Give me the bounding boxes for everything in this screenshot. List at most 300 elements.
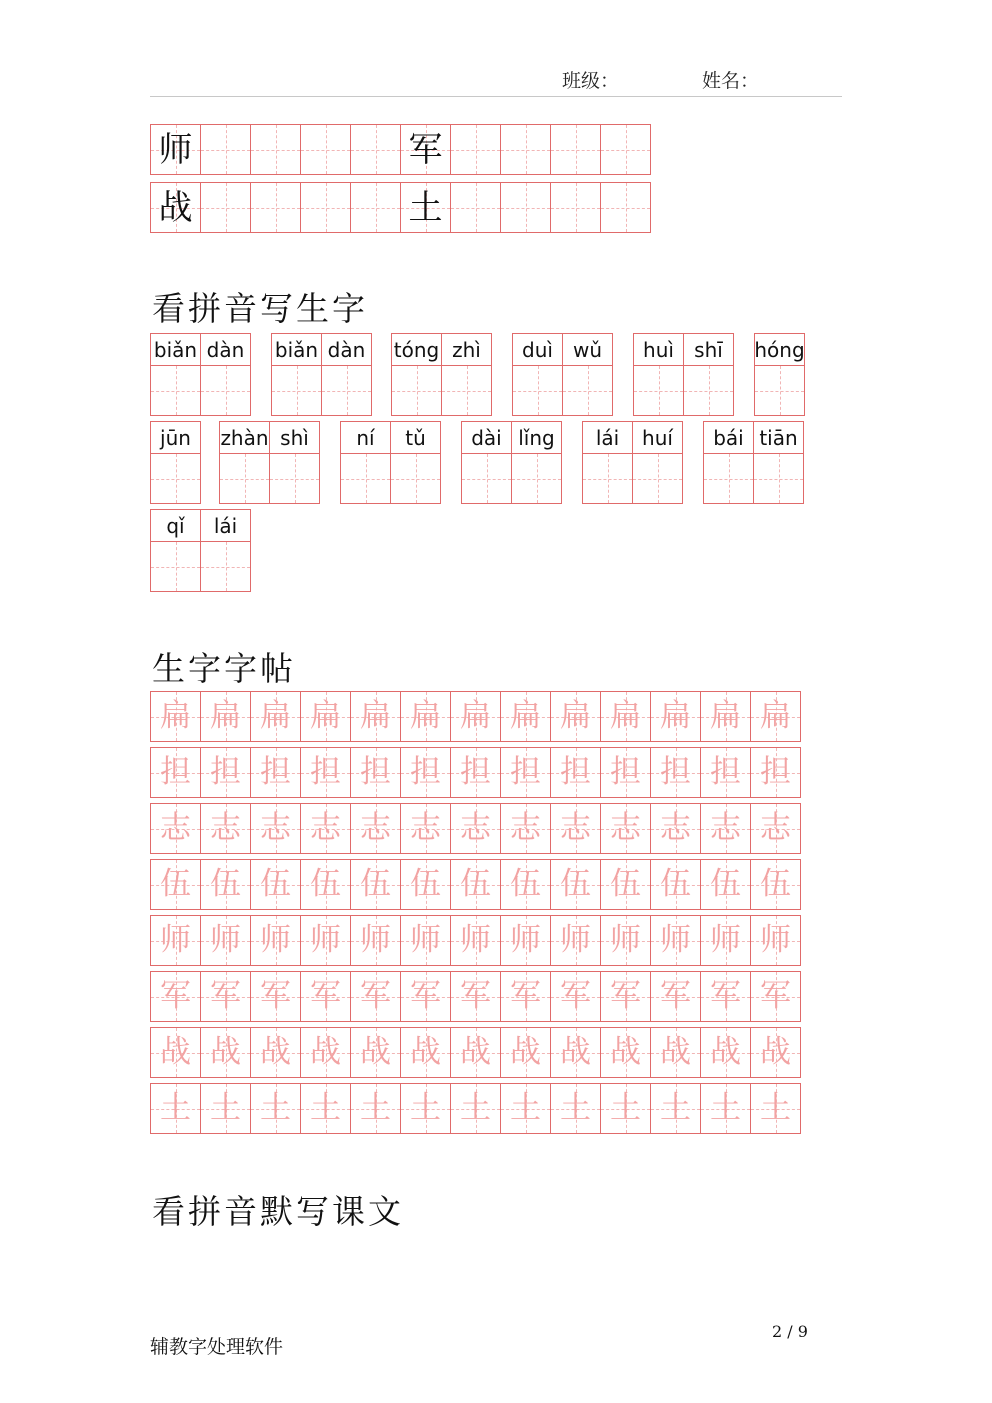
pinyin-label: dài	[461, 421, 512, 453]
trace-character: 志	[560, 810, 591, 846]
pinyin-group	[271, 333, 371, 416]
writing-cell[interactable]	[391, 365, 442, 416]
trace-character: 担	[310, 754, 341, 790]
trace-character: 伍	[410, 866, 441, 902]
trace-character: 军	[260, 978, 291, 1014]
writing-cell[interactable]	[512, 365, 563, 416]
trace-character: 志	[310, 810, 341, 846]
pinyin-group	[150, 333, 250, 416]
writing-cell[interactable]	[700, 1083, 751, 1134]
trace-character: 土	[410, 1090, 441, 1126]
practice-row	[150, 182, 650, 233]
writing-cell[interactable]	[390, 453, 441, 504]
trace-character: 军	[560, 978, 591, 1014]
pinyin-label: tǔ	[390, 421, 441, 453]
writing-cell[interactable]	[550, 182, 601, 233]
trace-character: 战	[310, 1034, 341, 1070]
pinyin-label: shī	[683, 333, 734, 365]
trace-character: 师	[710, 922, 741, 958]
pinyin-label: qǐ	[150, 509, 201, 541]
writing-cell[interactable]	[650, 1083, 701, 1134]
writing-cell[interactable]	[150, 541, 201, 592]
writing-cell[interactable]	[400, 182, 451, 233]
writing-cell[interactable]	[600, 182, 651, 233]
trace-character: 战	[160, 1034, 191, 1070]
pinyin-label: dàn	[321, 333, 372, 365]
writing-cell[interactable]	[550, 971, 601, 1022]
writing-cell[interactable]	[250, 1027, 301, 1078]
writing-cell[interactable]	[300, 971, 351, 1022]
writing-cell[interactable]	[450, 915, 501, 966]
trace-character: 扁	[560, 698, 591, 734]
pinyin-column	[340, 421, 391, 504]
trace-character: 志	[210, 810, 241, 846]
trace-character: 军	[660, 978, 691, 1014]
trace-character: 担	[610, 754, 641, 790]
trace-character: 担	[360, 754, 391, 790]
writing-cell[interactable]	[550, 124, 601, 175]
trace-character: 师	[610, 922, 641, 958]
trace-character: 军	[160, 978, 191, 1014]
writing-cell[interactable]	[271, 365, 322, 416]
writing-cell[interactable]	[450, 124, 501, 175]
pinyin-group	[219, 421, 319, 504]
writing-cell[interactable]	[511, 453, 562, 504]
pinyin-label: dàn	[200, 333, 251, 365]
pinyin-column	[512, 333, 563, 416]
pinyin-column	[441, 333, 492, 416]
pinyin-label: zhàn	[219, 421, 270, 453]
practice-row	[150, 124, 650, 175]
pinyin-group	[150, 509, 250, 592]
trace-character: 担	[510, 754, 541, 790]
writing-cell[interactable]	[200, 365, 251, 416]
writing-cell[interactable]	[200, 182, 251, 233]
writing-cell[interactable]	[600, 971, 651, 1022]
writing-cell[interactable]	[600, 859, 651, 910]
writing-cell[interactable]	[600, 124, 651, 175]
trace-character: 师	[160, 922, 191, 958]
trace-character: 伍	[310, 866, 341, 902]
writing-cell[interactable]	[562, 365, 613, 416]
writing-cell[interactable]	[250, 803, 301, 854]
writing-cell[interactable]	[703, 453, 754, 504]
writing-cell[interactable]	[683, 365, 734, 416]
trace-character: 扁	[460, 698, 491, 734]
trace-character: 土	[160, 1090, 191, 1126]
writing-cell[interactable]	[700, 691, 751, 742]
pinyin-label: hóng	[754, 333, 805, 365]
pinyin-column	[632, 421, 683, 504]
writing-cell[interactable]	[700, 803, 751, 854]
model-character: 战	[158, 187, 193, 228]
trace-character: 扁	[410, 698, 441, 734]
writing-cell[interactable]	[200, 1027, 251, 1078]
trace-character: 土	[510, 1090, 541, 1126]
writing-cell[interactable]	[461, 453, 512, 504]
writing-cell[interactable]	[350, 859, 401, 910]
trace-character: 战	[210, 1034, 241, 1070]
writing-cell[interactable]	[300, 124, 351, 175]
trace-character: 伍	[460, 866, 491, 902]
writing-cell[interactable]	[200, 971, 251, 1022]
trace-character: 战	[410, 1034, 441, 1070]
writing-cell[interactable]	[200, 691, 251, 742]
writing-cell[interactable]	[450, 747, 501, 798]
pinyin-label: huì	[633, 333, 684, 365]
pinyin-section-title: 看拼音写生字	[152, 289, 368, 328]
model-character: 土	[408, 187, 443, 228]
writing-cell[interactable]	[150, 747, 201, 798]
writing-cell[interactable]	[550, 1027, 601, 1078]
writing-cell[interactable]	[600, 1083, 651, 1134]
pinyin-group	[703, 421, 803, 504]
writing-cell[interactable]	[200, 541, 251, 592]
trace-character: 伍	[510, 866, 541, 902]
writing-cell[interactable]	[150, 1027, 201, 1078]
writing-cell[interactable]	[500, 124, 551, 175]
trace-character: 土	[310, 1090, 341, 1126]
writing-cell[interactable]	[150, 182, 201, 233]
writing-cell[interactable]	[250, 124, 301, 175]
pinyin-label: tiān	[753, 421, 804, 453]
writing-cell[interactable]	[700, 971, 751, 1022]
pinyin-group	[512, 333, 612, 416]
top-practice-grid	[150, 124, 650, 233]
writing-cell[interactable]	[300, 1027, 351, 1078]
writing-cell[interactable]	[550, 747, 601, 798]
pinyin-label: shì	[269, 421, 320, 453]
writing-cell[interactable]	[750, 747, 801, 798]
writing-cell[interactable]	[441, 365, 492, 416]
pinyin-column	[753, 421, 804, 504]
pinyin-column	[150, 421, 201, 504]
trace-character: 师	[260, 922, 291, 958]
trace-character: 志	[760, 810, 791, 846]
writing-cell[interactable]	[650, 971, 701, 1022]
writing-cell[interactable]	[400, 803, 451, 854]
pinyin-column	[391, 333, 442, 416]
writing-cell[interactable]	[200, 1083, 251, 1134]
writing-cell[interactable]	[650, 1027, 701, 1078]
writing-cell[interactable]	[150, 803, 201, 854]
writing-cell[interactable]	[250, 182, 301, 233]
pinyin-column	[150, 509, 201, 592]
trace-character: 军	[460, 978, 491, 1014]
writing-cell[interactable]	[500, 915, 551, 966]
pinyin-column	[269, 421, 320, 504]
pinyin-column	[200, 333, 251, 416]
writing-cell[interactable]	[150, 859, 201, 910]
writing-cell[interactable]	[650, 915, 701, 966]
pinyin-group	[582, 421, 682, 504]
writing-cell[interactable]	[350, 747, 401, 798]
trace-character: 土	[710, 1090, 741, 1126]
writing-cell[interactable]	[750, 1083, 801, 1134]
trace-character: 担	[210, 754, 241, 790]
trace-character: 军	[410, 978, 441, 1014]
writing-cell[interactable]	[321, 365, 372, 416]
trace-character: 志	[160, 810, 191, 846]
trace-character: 扁	[160, 698, 191, 734]
copybook-section-title: 生字字帖	[152, 649, 296, 688]
writing-cell[interactable]	[200, 859, 251, 910]
writing-cell[interactable]	[300, 182, 351, 233]
writing-cell[interactable]	[150, 453, 201, 504]
trace-character: 师	[460, 922, 491, 958]
writing-cell[interactable]	[150, 691, 201, 742]
writing-cell[interactable]	[350, 803, 401, 854]
trace-character: 土	[760, 1090, 791, 1126]
writing-cell[interactable]	[340, 453, 391, 504]
pinyin-label: jūn	[150, 421, 201, 453]
pinyin-label: duì	[512, 333, 563, 365]
writing-cell[interactable]	[550, 691, 601, 742]
writing-cell[interactable]	[700, 915, 751, 966]
writing-cell[interactable]	[250, 915, 301, 966]
pinyin-column	[150, 333, 201, 416]
writing-cell[interactable]	[650, 747, 701, 798]
writing-cell[interactable]	[750, 859, 801, 910]
pinyin-label: biǎn	[150, 333, 201, 365]
writing-cell[interactable]	[500, 803, 551, 854]
writing-cell[interactable]	[450, 691, 501, 742]
writing-cell[interactable]	[350, 182, 401, 233]
writing-cell[interactable]	[450, 971, 501, 1022]
trace-character: 战	[260, 1034, 291, 1070]
writing-cell[interactable]	[300, 691, 351, 742]
trace-character: 伍	[710, 866, 741, 902]
writing-cell[interactable]	[400, 859, 451, 910]
writing-cell[interactable]	[150, 971, 201, 1022]
writing-cell[interactable]	[500, 1027, 551, 1078]
trace-character: 志	[710, 810, 741, 846]
writing-cell[interactable]	[600, 747, 651, 798]
trace-character: 土	[560, 1090, 591, 1126]
trace-character: 扁	[210, 698, 241, 734]
writing-cell[interactable]	[300, 747, 351, 798]
copybook-row	[150, 1027, 800, 1078]
pinyin-label: bái	[703, 421, 754, 453]
trace-character: 志	[260, 810, 291, 846]
writing-cell[interactable]	[500, 747, 551, 798]
writing-cell[interactable]	[400, 124, 451, 175]
pinyin-label: huí	[632, 421, 683, 453]
writing-cell[interactable]	[300, 1083, 351, 1134]
writing-cell[interactable]	[350, 1027, 401, 1078]
writing-cell[interactable]	[700, 1027, 751, 1078]
trace-character: 战	[610, 1034, 641, 1070]
writing-cell[interactable]	[500, 1083, 551, 1134]
trace-character: 师	[410, 922, 441, 958]
writing-cell[interactable]	[700, 747, 751, 798]
pinyin-label: zhì	[441, 333, 492, 365]
trace-character: 扁	[260, 698, 291, 734]
writing-cell[interactable]	[150, 1083, 201, 1134]
writing-cell[interactable]	[400, 747, 451, 798]
writing-cell[interactable]	[200, 747, 251, 798]
trace-character: 战	[360, 1034, 391, 1070]
trace-character: 担	[160, 754, 191, 790]
writing-cell[interactable]	[400, 915, 451, 966]
writing-cell[interactable]	[600, 915, 651, 966]
copybook-row	[150, 691, 800, 742]
trace-character: 师	[210, 922, 241, 958]
writing-cell[interactable]	[300, 803, 351, 854]
writing-cell[interactable]	[250, 747, 301, 798]
writing-cell[interactable]	[500, 859, 551, 910]
writing-cell[interactable]	[250, 691, 301, 742]
writing-cell[interactable]	[550, 915, 601, 966]
writing-cell[interactable]	[200, 124, 251, 175]
writing-cell[interactable]	[400, 971, 451, 1022]
pinyin-column	[562, 333, 613, 416]
writing-cell[interactable]	[450, 803, 501, 854]
pinyin-column	[683, 333, 734, 416]
writing-cell[interactable]	[650, 691, 701, 742]
copybook-row	[150, 971, 800, 1022]
name-label: 姓名：	[702, 70, 760, 92]
writing-cell[interactable]	[550, 803, 601, 854]
pinyin-column	[511, 421, 562, 504]
pinyin-label: lǐng	[511, 421, 562, 453]
trace-character: 担	[410, 754, 441, 790]
trace-character: 扁	[510, 698, 541, 734]
trace-character: 军	[360, 978, 391, 1014]
writing-cell[interactable]	[633, 365, 684, 416]
writing-cell[interactable]	[550, 859, 601, 910]
trace-character: 师	[360, 922, 391, 958]
writing-cell[interactable]	[582, 453, 633, 504]
writing-cell[interactable]	[250, 971, 301, 1022]
writing-cell[interactable]	[750, 803, 801, 854]
writing-cell[interactable]	[219, 453, 270, 504]
writing-cell[interactable]	[750, 971, 801, 1022]
trace-character: 担	[460, 754, 491, 790]
writing-cell[interactable]	[600, 803, 651, 854]
writing-cell[interactable]	[753, 453, 804, 504]
writing-cell[interactable]	[150, 915, 201, 966]
copybook-row	[150, 747, 800, 798]
writing-cell[interactable]	[350, 971, 401, 1022]
writing-cell[interactable]	[632, 453, 683, 504]
writing-cell[interactable]	[750, 691, 801, 742]
writing-cell[interactable]	[250, 1083, 301, 1134]
writing-cell[interactable]	[250, 859, 301, 910]
trace-character: 军	[510, 978, 541, 1014]
trace-character: 土	[610, 1090, 641, 1126]
writing-cell[interactable]	[754, 365, 805, 416]
trace-character: 志	[410, 810, 441, 846]
writing-cell[interactable]	[500, 691, 551, 742]
trace-character: 军	[310, 978, 341, 1014]
writing-cell[interactable]	[350, 691, 401, 742]
writing-cell[interactable]	[400, 691, 451, 742]
class-label: 班级：	[562, 70, 620, 92]
writing-cell[interactable]	[400, 1027, 451, 1078]
pinyin-column	[582, 421, 633, 504]
writing-cell[interactable]	[350, 915, 401, 966]
writing-cell[interactable]	[450, 182, 501, 233]
trace-character: 伍	[210, 866, 241, 902]
trace-character: 志	[360, 810, 391, 846]
writing-cell[interactable]	[700, 859, 751, 910]
writing-cell[interactable]	[650, 859, 701, 910]
writing-cell[interactable]	[550, 1083, 601, 1134]
writing-cell[interactable]	[750, 1027, 801, 1078]
trace-character: 战	[560, 1034, 591, 1070]
header-divider	[150, 96, 842, 97]
writing-cell[interactable]	[450, 1027, 501, 1078]
writing-cell[interactable]	[269, 453, 320, 504]
writing-cell[interactable]	[600, 691, 651, 742]
pinyin-label: lái	[582, 421, 633, 453]
pinyin-column	[219, 421, 270, 504]
writing-cell[interactable]	[300, 859, 351, 910]
pinyin-column	[390, 421, 441, 504]
trace-character: 伍	[660, 866, 691, 902]
trace-character: 土	[660, 1090, 691, 1126]
trace-character: 伍	[610, 866, 641, 902]
writing-cell[interactable]	[450, 1083, 501, 1134]
copybook-row	[150, 1083, 800, 1134]
pinyin-group	[391, 333, 491, 416]
pinyin-group	[633, 333, 733, 416]
trace-character: 师	[660, 922, 691, 958]
trace-character: 土	[360, 1090, 391, 1126]
writing-cell[interactable]	[500, 182, 551, 233]
model-character: 师	[158, 129, 193, 170]
trace-character: 战	[760, 1034, 791, 1070]
writing-cell[interactable]	[600, 1027, 651, 1078]
trace-character: 伍	[360, 866, 391, 902]
writing-cell[interactable]	[200, 915, 251, 966]
writing-cell[interactable]	[350, 124, 401, 175]
pinyin-group	[340, 421, 440, 504]
pinyin-column	[633, 333, 684, 416]
writing-cell[interactable]	[400, 1083, 451, 1134]
trace-character: 志	[510, 810, 541, 846]
copybook-row	[150, 859, 800, 910]
trace-character: 伍	[260, 866, 291, 902]
pinyin-column	[200, 509, 251, 592]
pinyin-label: lái	[200, 509, 251, 541]
writing-cell[interactable]	[650, 803, 701, 854]
writing-cell[interactable]	[200, 803, 251, 854]
writing-cell[interactable]	[500, 971, 551, 1022]
trace-character: 担	[760, 754, 791, 790]
writing-cell[interactable]	[450, 859, 501, 910]
trace-character: 伍	[560, 866, 591, 902]
trace-character: 战	[710, 1034, 741, 1070]
pinyin-column	[461, 421, 512, 504]
writing-cell[interactable]	[150, 365, 201, 416]
trace-character: 志	[460, 810, 491, 846]
writing-cell[interactable]	[750, 915, 801, 966]
pinyin-label: tóng	[391, 333, 442, 365]
writing-cell[interactable]	[350, 1083, 401, 1134]
trace-character: 师	[760, 922, 791, 958]
trace-character: 军	[610, 978, 641, 1014]
trace-character: 伍	[160, 866, 191, 902]
trace-character: 担	[710, 754, 741, 790]
trace-character: 担	[660, 754, 691, 790]
pinyin-column	[321, 333, 372, 416]
trace-character: 战	[660, 1034, 691, 1070]
writing-cell[interactable]	[300, 915, 351, 966]
writing-cell[interactable]	[150, 124, 201, 175]
trace-character: 担	[260, 754, 291, 790]
